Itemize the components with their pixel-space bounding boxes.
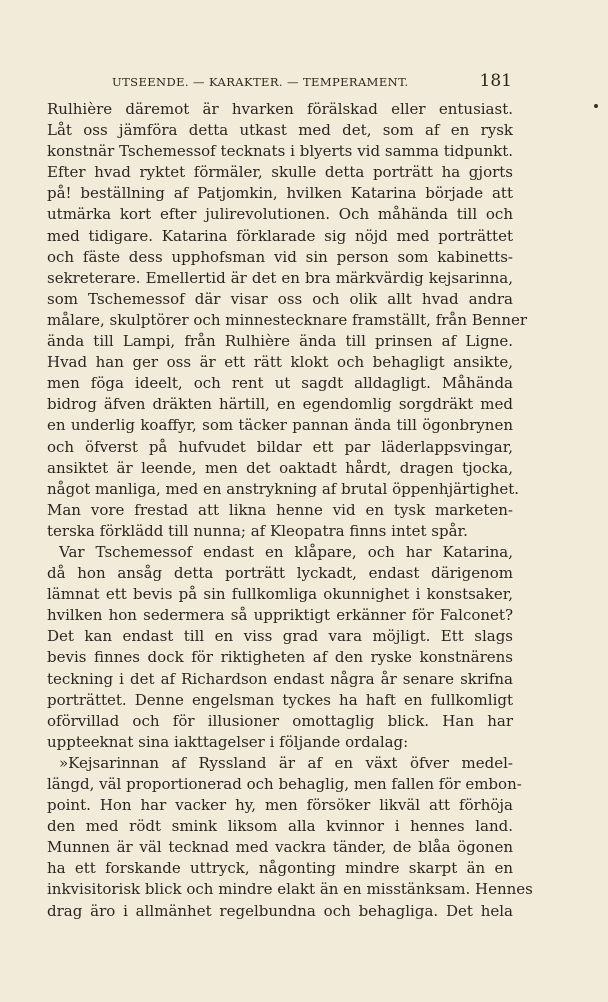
text-line: med tidigare. Katarina förklarade sig nöjd med porträttet: [47, 226, 513, 245]
text-line: bevis finnes dock för riktigheten af den ryske konstnärens: [47, 648, 513, 667]
text-line: porträttet. Denne engelsman tyckes ha haft en fullkomligt: [47, 690, 513, 709]
text-line: konstnär Tschemessof tecknats i blyerts vid samma tidpunkt.: [47, 142, 513, 161]
text-line: terska förklädd till nunna; af Kleopatra finns intet spår.: [47, 521, 468, 540]
text-line: ända till Lampi, från Rulhière ända till prinsen af Ligne.: [47, 332, 513, 351]
page-number: 181: [479, 71, 512, 91]
text-line: då hon ansåg detta porträtt lyckadt, endast därigenom: [47, 564, 513, 583]
text-line: oförvillad och för illusioner omottaglig blick. Han har: [47, 711, 513, 730]
text-line: ansiktet är leende, men det oaktadt hårdt, dragen tjocka,: [47, 458, 513, 477]
text-line: något manliga, med en anstrykning af brutal öppenhjärtighet.: [47, 479, 520, 498]
text-line: teckning i det af Richardson endast några år senare skrifna: [47, 669, 513, 688]
text-line: Hvad han ger oss är ett rätt klokt och behagligt ansikte,: [47, 353, 513, 372]
text-line: målare, skulptörer och minnestecknare framställt, från Benner: [47, 310, 528, 329]
text-line: Efter hvad ryktet förmäler, skulle detta porträtt ha gjorts: [47, 163, 513, 182]
text-line: Låt oss jämföra detta utkast med det, som af en rysk: [47, 121, 513, 140]
body-text: [47, 99, 533, 922]
text-line: ha ett forskande uttryck, någonting mindre skarpt än en: [47, 859, 513, 878]
text-line: den med rödt smink liksom alla kvinnor i hennes land.: [47, 817, 513, 836]
text-line: som Tschemessof där visar oss och olik allt hvad andra: [47, 289, 513, 308]
text-line: och öfverst på hufvudet bildar ett par läderlappsvingar,: [47, 437, 513, 456]
text-line: »Kejsarinnan af Ryssland är af en växt öfver medel-: [59, 753, 513, 772]
text-line: på! beställning af Patjomkin, hvilken Katarina började att: [47, 184, 513, 203]
text-line: bidrog äfven dräkten härtill, en egendomlig sorgdräkt med: [47, 395, 513, 414]
text-line: och fäste dess upphofsman vid sin person som kabinetts-: [47, 247, 513, 266]
text-line: en underlig koaffyr, som täcker pannan ända till ögonbrynen: [47, 416, 513, 435]
running-head: UTSEENDE. — KARAKTER. — TEMPERAMENT.: [112, 75, 409, 89]
text-line: lämnat ett bevis på sin fullkomliga okunnighet i konstsaker,: [47, 585, 513, 604]
text-line: Det kan endast till en viss grad vara möjligt. Ett slags: [47, 627, 513, 646]
text-line: uppteeknat sina iakttagelser i följande ordalag:: [47, 732, 409, 751]
text-line: inkvisitorisk blick och mindre elakt än en misstänksam. Hennes: [47, 880, 533, 899]
margin-mark: [594, 104, 598, 108]
text-line: hvilken hon sedermera så uppriktigt erkänner för Falconet?: [47, 606, 513, 625]
text-line: Man vore frestad att likna henne vid en tysk marketen-: [47, 500, 513, 519]
page-header: [112, 71, 512, 95]
text-line: point. Hon har vacker hy, men försöker likväl att förhöja: [47, 796, 513, 815]
text-line: drag äro i allmänhet regelbundna och behagliga. Det hela: [47, 901, 513, 920]
text-line: Var Tschemessof endast en klåpare, och har Katarina,: [59, 542, 513, 561]
text-line: Rulhière däremot är hvarken förälskad eller entusiast.: [47, 100, 513, 118]
text-line: utmärka kort efter julirevolutionen. Och måhända till och: [47, 205, 513, 224]
text-line: sekreterare. Emellertid är det en bra märkvärdig kejsarinna,: [47, 268, 513, 287]
text-line: men föga ideelt, och rent ut sagdt alldagligt. Måhända: [47, 374, 513, 393]
text-line: Munnen är väl tecknad med vackra tänder, de blåa ögonen: [47, 838, 513, 857]
text-line: längd, väl proportionerad och behaglig, men fallen för embon-: [47, 775, 522, 793]
